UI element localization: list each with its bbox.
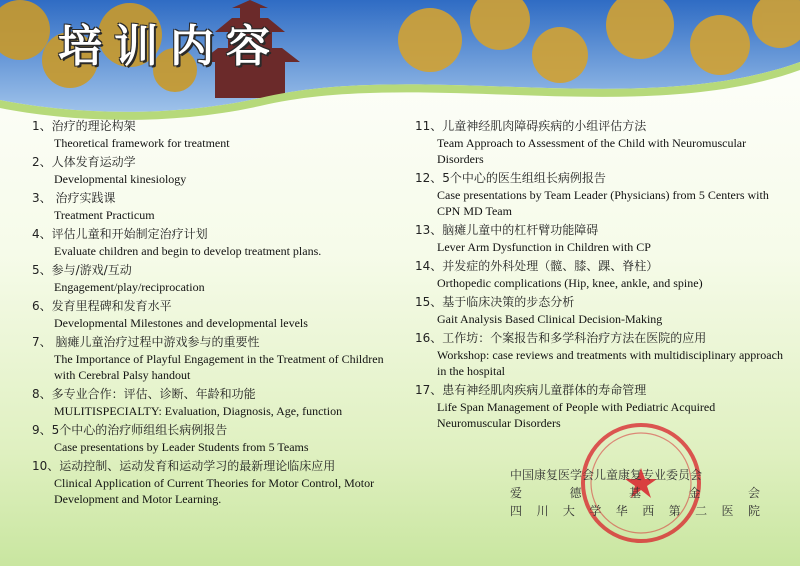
list-item (32, 262, 402, 295)
item-title-en: Workshop: case reviews and treatments with multidisciplinary approach in the hospital (437, 348, 783, 378)
item-title-en: Case presentations by Team Leader (Physicians) from 5 Centers with CPN MD Team (437, 188, 769, 218)
item-title-en: Gait Analysis Based Clinical Decision-Making (437, 312, 663, 326)
item-title-en: Developmental kinesiology (54, 172, 187, 186)
list-item (415, 222, 790, 255)
organizer-line-3: 四 川 大 学 华 西 第 二 医 院 (510, 504, 760, 518)
item-title-en: Evaluate children and begin to develop treatment plans. (54, 244, 322, 258)
list-item (415, 258, 790, 291)
list-item (415, 330, 790, 379)
item-title-zh: 9、5个中心的治疗师组组长病例报告 (32, 423, 228, 437)
item-title-en: The Importance of Playful Engagement in the Treatment of Children with Cerebral Palsy handout (54, 352, 384, 382)
item-title-zh: 3、 治疗实践课 (32, 191, 116, 205)
item-title-en: Engagement/play/reciprocation (54, 280, 205, 294)
item-title-zh: 7、 脑瘫儿童治疗过程中游戏参与的重要性 (32, 335, 260, 349)
list-item (32, 386, 402, 419)
list-item (32, 334, 402, 383)
item-title-en: Team Approach to Assessment of the Child with Neuromuscular Disorders (437, 136, 747, 166)
list-item (32, 422, 402, 455)
item-title-en: Developmental Milestones and developmental levels (54, 316, 308, 330)
item-title-zh: 15、基于临床决策的步态分析 (415, 295, 575, 309)
item-title-en: Life Span Management of People with Pediatric Acquired Neuromuscular Disorders (437, 400, 716, 430)
list-item (32, 118, 402, 151)
page-title: 培训内容 (58, 21, 282, 72)
left-column (32, 118, 402, 510)
list-item (415, 294, 790, 327)
item-title-en: MULITISPECIALTY: Evaluation, Diagnosis, Age, function (54, 404, 343, 418)
item-title-en: Case presentations by Leader Students from 5 Teams (54, 440, 309, 454)
right-column (415, 118, 790, 434)
item-title-en: Lever Arm Dysfunction in Children with CP (437, 240, 651, 254)
item-title-zh: 11、儿童神经肌肉障碍疾病的小组评估方法 (415, 119, 647, 133)
item-title-zh: 5、参与/游戏/互动 (32, 263, 132, 277)
item-title-zh: 12、5个中心的医生组组长病例报告 (415, 171, 606, 185)
list-item (32, 154, 402, 187)
item-title-en: Treatment Practicum (54, 208, 155, 222)
item-title-zh: 2、人体发育运动学 (32, 155, 136, 169)
item-title-en: Theoretical framework for treatment (54, 136, 230, 150)
item-title-en: Clinical Application of Current Theories for Motor Control, Motor Development and Motor Learning. (54, 476, 375, 506)
item-title-zh: 16、工作坊：个案报告和多学科治疗方法在医院的应用 (415, 331, 707, 345)
item-title-zh: 6、发育里程碑和发育水平 (32, 299, 172, 313)
list-item (415, 118, 790, 167)
list-item (32, 458, 402, 507)
organizer-line-1: 中国康复医学会儿童康复专业委员会 (510, 468, 703, 482)
list-item (32, 190, 402, 223)
item-title-zh: 8、多专业合作：评估、诊断、年龄和功能 (32, 387, 256, 401)
item-title-en: Orthopedic complications (Hip, knee, ankle, and spine) (437, 276, 703, 290)
organizers-block (510, 466, 760, 520)
item-title-zh: 14、并发症的外科处理（髋、膝、踝、脊柱） (415, 259, 659, 273)
item-title-zh: 10、运动控制、运动发育和运动学习的最新理论临床应用 (32, 459, 336, 473)
item-title-zh: 17、患有神经肌肉疾病儿童群体的寿命管理 (415, 383, 647, 397)
list-item (32, 298, 402, 331)
item-title-zh: 1、治疗的理论构架 (32, 119, 136, 133)
list-item (415, 170, 790, 219)
list-item (32, 226, 402, 259)
organizer-line-2: 爱 德 基 金 会 (510, 486, 760, 500)
item-title-zh: 13、脑瘫儿童中的杠杆臂功能障碍 (415, 223, 599, 237)
item-title-zh: 4、评估儿童和开始制定治疗计划 (32, 227, 208, 241)
